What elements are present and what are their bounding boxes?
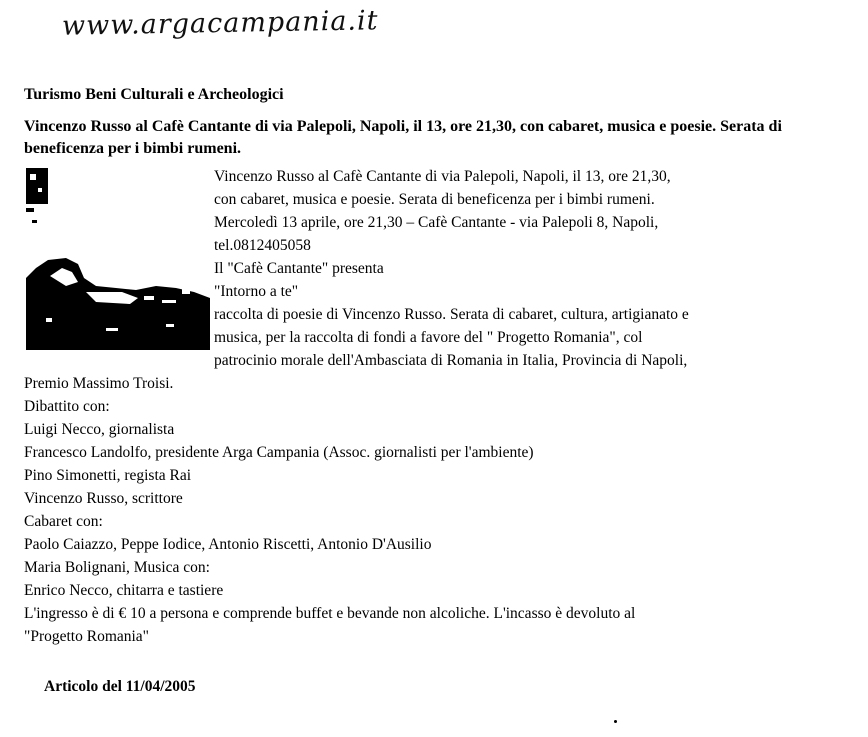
body-line: Il "Cafè Cantante" presenta [214, 260, 384, 277]
body-line: musica, per la raccolta di fondi a favore del " Progetto Romania", col [214, 329, 643, 346]
body-line: Premio Massimo Troisi. [24, 375, 174, 392]
body-line: raccolta di poesie di Vincenzo Russo. Serata di cabaret, cultura, artigianato e [214, 306, 689, 323]
body-line: "Progetto Romania" [24, 628, 150, 645]
article-date: Articolo del 11/04/2005 [44, 678, 196, 695]
photo-image-icon [26, 168, 210, 350]
handwritten-url: www.argacampania.it [61, 5, 379, 42]
body-line: Paolo Caiazzo, Peppe Iodice, Antonio Riscetti, Antonio D'Ausilio [24, 536, 432, 553]
article-headline: Vincenzo Russo al Cafè Cantante di via Palepoli, Napoli, il 13, ore 21,30, con cabaret, musica e poesie. Serata di beneficenza per i bimbi rumeni. [24, 118, 782, 157]
body-line: Pino Simonetti, regista Rai [24, 467, 192, 484]
article-photo [26, 168, 210, 350]
body-line: Dibattito con: [24, 398, 110, 415]
body-line: con cabaret, musica e poesie. Serata di beneficenza per i bimbi rumeni. [214, 191, 655, 208]
scan-speck [614, 720, 617, 723]
body-line: L'ingresso è di € 10 a persona e comprende buffet e bevande non alcoliche. L'incasso è devoluto al [24, 605, 636, 622]
body-line: patrocinio morale dell'Ambasciata di Romania in Italia, Provincia di Napoli, [214, 352, 688, 369]
section-title: Turismo Beni Culturali e Archeologici [24, 86, 284, 103]
body-line: Francesco Landolfo, presidente Arga Campania (Assoc. giornalisti per l'ambiente) [24, 444, 534, 461]
body-line: Vincenzo Russo, scrittore [24, 490, 183, 507]
body-line: "Intorno a te" [214, 283, 299, 300]
body-line: Mercoledì 13 aprile, ore 21,30 – Cafè Cantante - via Palepoli 8, Napoli, [214, 214, 659, 231]
body-line: Enrico Necco, chitarra e tastiere [24, 582, 224, 599]
article-body-wrapped [214, 165, 844, 372]
body-line: Cabaret con: [24, 513, 103, 530]
body-line: tel.0812405058 [214, 237, 311, 254]
body-line: Luigi Necco, giornalista [24, 421, 175, 438]
article-body-full [24, 372, 854, 648]
body-line: Vincenzo Russo al Cafè Cantante di via Palepoli, Napoli, il 13, ore 21,30, [214, 168, 671, 185]
body-line: Maria Bolignani, Musica con: [24, 559, 210, 576]
